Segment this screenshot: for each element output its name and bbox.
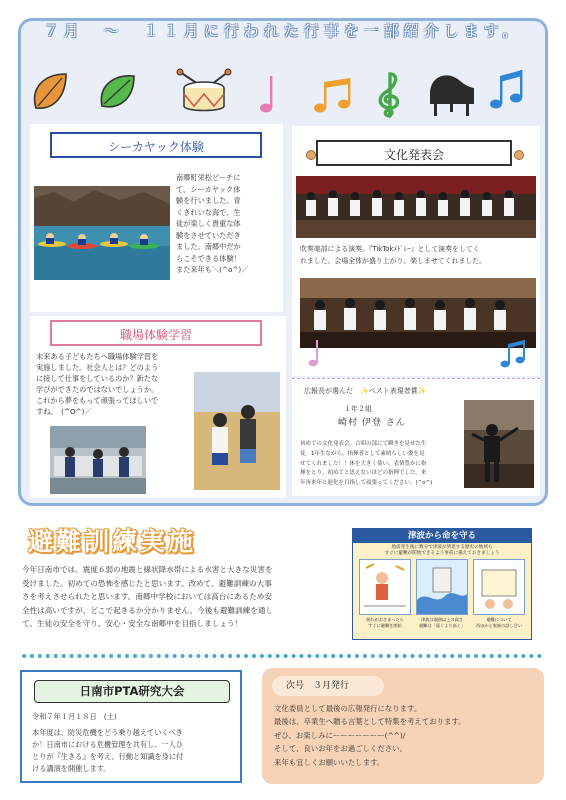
next-issue-box bbox=[262, 668, 544, 784]
best-performer-grade: １年２組 bbox=[344, 405, 372, 413]
tsunami-caption-3: 避難について 西ほかと家族の話し合い bbox=[475, 617, 523, 628]
pta-conference-date: 令和７年１月１８日 (土) bbox=[32, 712, 117, 721]
work-experience-photo-2 bbox=[50, 426, 146, 494]
pta-conference-box bbox=[20, 670, 242, 783]
tsunami-panel-2 bbox=[416, 559, 468, 615]
pin-icon bbox=[306, 150, 316, 160]
pta-conference-title: 日南市PTA研究大会 bbox=[34, 680, 230, 703]
best-performer-name: 崎村 伊登 さん bbox=[338, 418, 406, 428]
next-issue-text: 文化委員として最後の広報発行になります。 最後は、卒業生へ贈る言葉として特集を考えております。 ぜひ、お楽しみにーーーーーーー(^^)/ そして、良いお年をお過ごしください。 来年も宜しくお願いいたします。 bbox=[274, 704, 466, 767]
brass-band-photo-1 bbox=[296, 176, 536, 238]
tsunami-poster-title: 津波から命を守る bbox=[353, 529, 531, 543]
music-note-pink-icon bbox=[258, 72, 280, 116]
tsunami-panel-1 bbox=[359, 559, 411, 615]
work-experience-text: 未来ある子どもたちへ職場体験学習を 実施しました。社会人とは？どのよう に接して仕事をしているのか？新たな 学びができたのではないでしょうか。 これから夢をもって頑張ってほしいで すね。 (^O^)／ bbox=[36, 352, 159, 416]
culture-festival-text: 吹奏楽部による演奏。『TikTokﾒﾄﾞﾚｰ』として演奏をしてく れました。会場全体が盛り上がり、楽しませてくれました。 bbox=[300, 245, 487, 265]
best-performer-heading: 広報長が選んだ ✨ベスト表現者賞✨ bbox=[304, 387, 427, 395]
evacuation-drill-title: 避難訓練実施 bbox=[28, 527, 197, 556]
evacuation-drill-text: 今年日南市では、震度６弱の地震と線状降水帯による水害と大きな災害を 受けました。初めての恐怖を感じたと思います。改めて、避難訓練の大事 さを考えさせられたと思います。南郷中学校においては高台にあるため安 全性は高いですが、どこで起きるか分かりません。今後も避難訓練を通し て、生徒の安全を守り、安心・安全な南郷中を目指しましょう！ bbox=[22, 565, 274, 629]
pta-conference-text: 本年度は、防災危機をどう乗り越えていくべき か！日南市における危機管理を共有し、一人ひ とりが『生きる』を考え、行動と知識を身に付 ける講演を開催します。 bbox=[32, 728, 184, 773]
section-divider bbox=[22, 654, 542, 658]
music-notes-blue-icon bbox=[500, 336, 526, 370]
tsunami-poster bbox=[352, 528, 532, 640]
work-experience-title: 職場体験学習 bbox=[50, 320, 262, 346]
kayak-photo bbox=[34, 186, 170, 280]
treble-clef-icon bbox=[372, 70, 406, 120]
music-notes-orange-icon bbox=[312, 74, 354, 116]
grand-piano-icon bbox=[426, 68, 478, 120]
work-experience-photo-1 bbox=[194, 372, 280, 490]
music-notes-blue-icon bbox=[488, 64, 524, 112]
music-note-pink-icon bbox=[308, 338, 322, 368]
conductor-photo bbox=[464, 400, 534, 488]
tsunami-caption-1: 揺れがおさまったら すぐに避難を開始 bbox=[366, 617, 404, 628]
drum-icon bbox=[176, 66, 232, 116]
leaf-green-icon bbox=[96, 70, 138, 112]
tsunami-poster-subtitle: 地震発生後に数分で津波が到達する歴史の地域も すぐに避難が開始できるよう事前に備えておきましょう bbox=[384, 545, 500, 556]
kayak-text: 南郷町栄松ビーチに て、シーカヤック体 験を行いました。青 くきれいな海で、生 徒が楽しく貴重な体 験をさせていただき ました。南郷中だか らこそできる体験！ また来年も＼(^o^)／ bbox=[176, 173, 249, 274]
culture-festival-title: 文化発表会 bbox=[316, 140, 512, 166]
next-issue-title: 次号 ３月発行 bbox=[272, 676, 384, 696]
best-performer-text: 初めての文化発表会。合唱の部にて瞬きを見せた生 徒。1年生ながら、指揮者として素晴らしい姿を見 せてくれました！！体を大きく使い、表情豊かに指 揮をとり、初めてと思えないほどの指揮でした。来 年再来年と進化を目指して頑張ってください。(^o^) bbox=[300, 441, 433, 487]
kayak-title: シーカヤック体験 bbox=[50, 132, 262, 158]
leaf-orange-icon bbox=[30, 70, 70, 114]
events-title: ７月 ～ １１月に行われた行事を一部紹介します。 bbox=[43, 22, 523, 40]
pin-icon bbox=[514, 150, 524, 160]
tsunami-caption-2: 津波は頭囲以上の高さ 避難は「遠くより高く」 bbox=[418, 617, 466, 628]
tsunami-panel-3 bbox=[473, 559, 525, 615]
